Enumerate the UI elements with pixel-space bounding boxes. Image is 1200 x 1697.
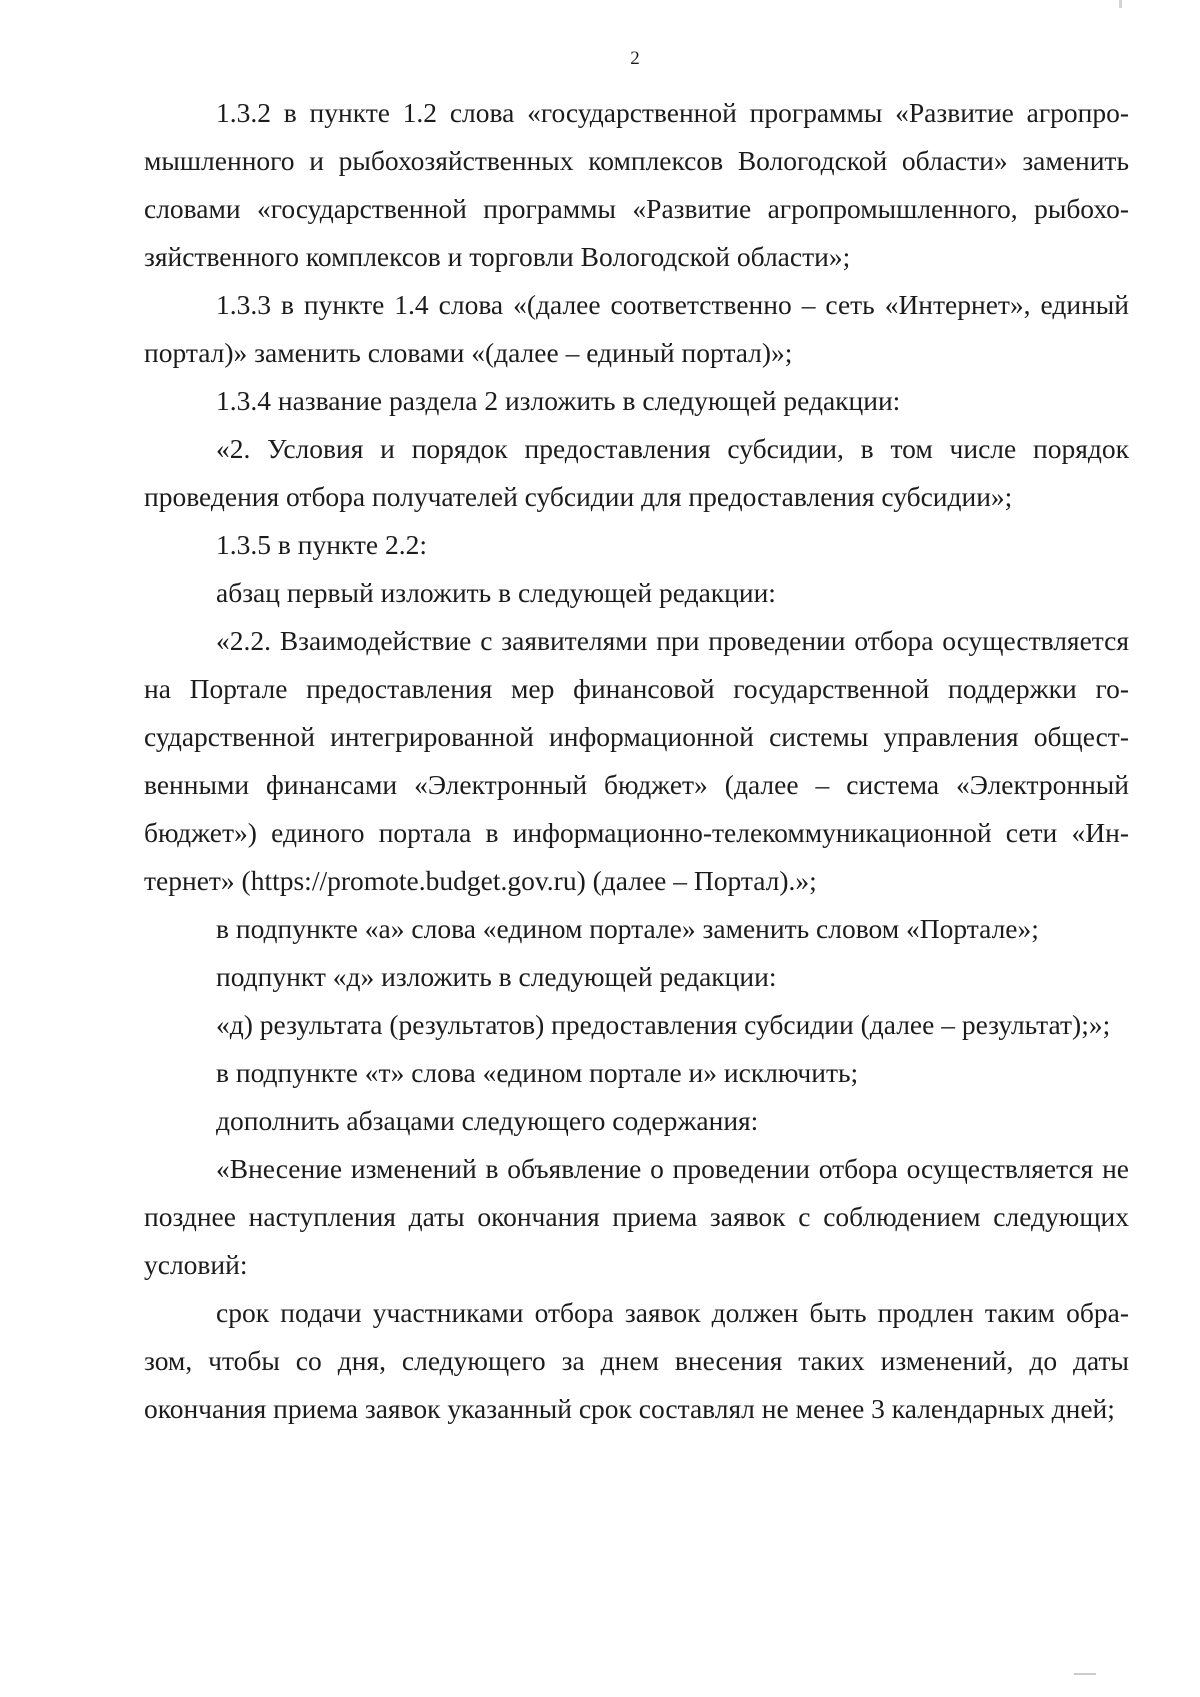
paragraph-subpoint-d-intro: подпункт «д» изложить в следующей редакции: [216, 961, 777, 992]
scan-artifact [1119, 0, 1122, 8]
scan-artifact-bottom [1074, 1673, 1096, 1687]
paragraph-1-3-5: 1.3.5 в пункте 2.2: [216, 529, 428, 560]
page-number: 2 [630, 48, 640, 69]
paragraph-1-3-3: 1.3.3 в пункте 1.4 слова «(далее соответственно – сеть «Интернет», единый портал)» заменить словами «(далее – единый портал)»; [144, 289, 1129, 368]
document-body [144, 89, 1129, 1433]
paragraph-2-2: «2.2. Взаимодействие с заявителями при проведении отбора осуществляется на Портале предоставления мер финансовой государственной поддержки государственной интегрированной информационной системы управления общественными финансами «Электронный бюджет» (далее – система «Электронный бюджет») единого портала в информационно-телекоммуникационной сети «Интернет» (https://promote.budget.gov.ru) (далее – Портал).»; [144, 625, 1129, 896]
paragraph-subpoint-a: в подпункте «а» слова «едином портале» заменить словом «Портале»; [216, 913, 1039, 944]
paragraph-supplement-intro: дополнить абзацами следующего содержания: [216, 1105, 759, 1136]
paragraph-first-abzac: абзац первый изложить в следующей редакции: [216, 577, 776, 608]
paragraph-deadline-extension: срок подачи участниками отбора заявок должен быть продлен таким образом, чтобы со дня, следующего за днем внесения таких изменений, до даты окончания приема заявок указанный срок составлял не менее 3 календарных дней; [144, 1297, 1129, 1424]
paragraph-section-2-title: «2. Условия и порядок предоставления субсидии, в том числе порядок проведения отбора получателей субсидии для предоставления субсидии»; [144, 433, 1129, 512]
paragraph-subpoint-d: «д) результата (результатов) предоставления субсидии (далее – результат);»; [216, 1009, 1111, 1040]
paragraph-changes-announcement: «Внесение изменений в объявление о проведении отбора осуществляется не позднее наступления даты окончания приема заявок с соблюдением следующих условий: [144, 1153, 1129, 1280]
paragraph-subpoint-t: в подпункте «т» слова «едином портале и» исключить; [216, 1057, 859, 1088]
paragraph-1-3-2: 1.3.2 в пункте 1.2 слова «государственной программы «Развитие агропромышленного и рыбохозяйственных комплексов Вологодской области» заменить словами «государственной программы «Развитие агропромышленного, рыбохозяйственного комплексов и торговли Вологодской области»; [144, 97, 1129, 272]
paragraph-1-3-4: 1.3.4 название раздела 2 изложить в следующей редакции: [216, 385, 901, 416]
